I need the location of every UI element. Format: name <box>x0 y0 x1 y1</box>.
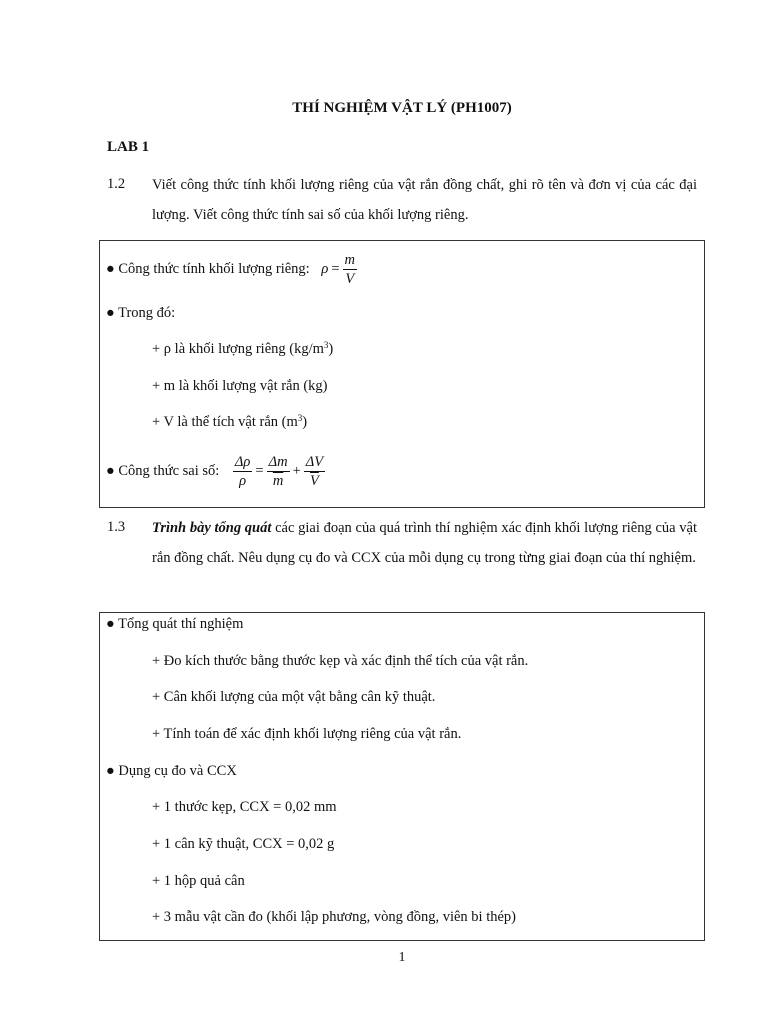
where-label: ● Trong đó: <box>106 305 176 321</box>
question-text-1-3-body: các giai đoạn của quá trình thí nghiệm xác định khối lượng riêng của vật rắn đồng chất. Nêu dụng cụ đo và CCX của mỗi dụng cụ trong từng giai đoạn của thí nghiệm. <box>152 520 698 566</box>
error-formula-line <box>106 453 325 490</box>
tool-item: + 1 hộp quả cân <box>152 873 245 889</box>
volume-definition <box>152 414 307 431</box>
question-number-1-3: 1.3 <box>107 519 126 535</box>
error-lhs-fraction <box>233 453 252 490</box>
tool-item: + 1 thước kẹp, CCX = 0,02 mm <box>152 799 337 815</box>
density-formula-label: ● Công thức tính khối lượng riêng: <box>106 260 310 277</box>
density-fraction <box>343 251 357 288</box>
tool-item: + 1 cân kỹ thuật, CCX = 0,02 g <box>152 836 335 852</box>
volume-unit-exponent: 3 <box>297 413 303 423</box>
density-formula <box>321 252 357 287</box>
answer-box-1-3 <box>99 612 705 941</box>
page-number: 1 <box>398 950 406 965</box>
error-lhs-denominator: ρ <box>239 473 247 489</box>
question-text-1-2: Viết công thức tính khối lượng riêng của vật rắn đồng chất, ghi rõ tên và đơn vị của các đại lượng. Viết công thức tính sai số của khối lượng riêng. <box>152 177 697 223</box>
volume-definition-text: + V là thể tích vật rắn (m <box>152 414 298 430</box>
tool-item: + 3 mẫu vật cần đo (khối lập phương, vòng đồng, viên bi thép) <box>152 909 516 925</box>
question-emphasis: Trình bày tổng quát <box>152 520 272 536</box>
rho-definition-close: ) <box>328 341 334 357</box>
density-formula-line <box>106 251 357 288</box>
question-text-1-3 <box>152 513 697 573</box>
error-formula-label: ● Công thức sai số: <box>106 462 220 479</box>
question-number-1-2: 1.2 <box>107 176 126 192</box>
tools-label: ● Dụng cụ đo và CCX <box>106 763 237 779</box>
volume-definition-close: ) <box>302 414 308 430</box>
error-mass-denominator: m <box>272 473 284 489</box>
error-plus: + <box>292 462 301 479</box>
mass-definition: + m là khối lượng vật rắn (kg) <box>152 378 328 394</box>
density-equals: = <box>331 260 340 277</box>
step-item: + Đo kích thước bằng thước kẹp và xác định thể tích của vật rắn. <box>152 653 529 669</box>
density-numerator: m <box>344 252 355 268</box>
answer-box-1-2 <box>99 240 705 508</box>
overview-label: ● Tổng quát thí nghiệm <box>106 616 244 632</box>
rho-unit-exponent: 3 <box>323 340 329 350</box>
rho-definition-text: + ρ là khối lượng riêng (kg/m <box>152 341 324 357</box>
error-volume-denominator: V <box>310 473 319 489</box>
step-item: + Cân khối lượng của một vật bằng cân kỹ thuật. <box>152 689 436 705</box>
error-mass-numerator: Δm <box>268 454 288 470</box>
error-lhs-numerator: Δρ <box>234 454 251 470</box>
density-denominator: V <box>345 271 355 287</box>
rho-definition <box>152 341 333 358</box>
error-equals: = <box>255 462 264 479</box>
step-item: + Tính toán để xác định khối lượng riêng của vật rắn. <box>152 726 462 742</box>
lab-heading: LAB 1 <box>107 139 150 155</box>
density-lhs: ρ <box>321 260 329 277</box>
error-volume-fraction <box>304 453 325 490</box>
error-volume-numerator: ΔV <box>305 454 324 470</box>
page-title: THÍ NGHIỆM VẬT LÝ (PH1007) <box>292 100 512 116</box>
error-mass-fraction <box>267 453 290 490</box>
